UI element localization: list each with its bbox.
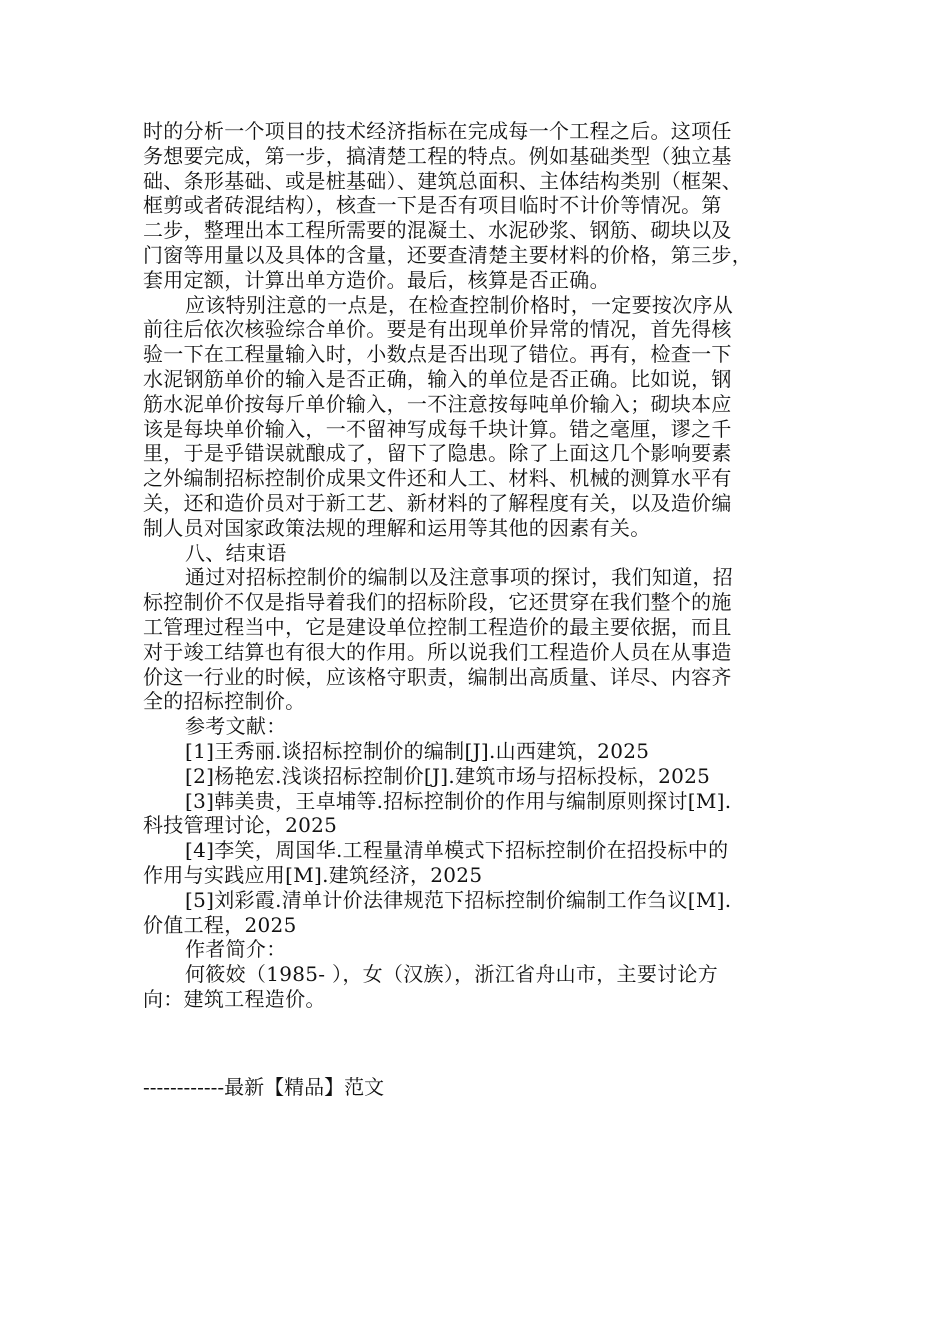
- document-body: [143, 119, 805, 1012]
- reference-item: [5]刘彩霞.清单计价法律规范下招标控制价编制工作刍议[M].: [185, 887, 732, 912]
- reference-item-continuation: 作用与实践应用[M].建筑经济，2025: [143, 862, 483, 887]
- text-line: 全的招标控制价。: [143, 689, 306, 714]
- author-heading: 作者简介：: [185, 937, 287, 962]
- reference-item: [2]杨艳宏.浅谈招标控制价[J].建筑市场与招标投标，2025: [185, 763, 711, 788]
- text-line: 里，于是乎错误就酿成了，留下了隐患。除了上面这几个影响要素: [143, 441, 732, 466]
- text-line: 对于竣工结算也有很大的作用。所以说我们工程造价人员在从事造: [143, 639, 732, 664]
- text-line: 制人员对国家政策法规的理解和运用等其他的因素有关。: [143, 515, 651, 540]
- text-line: 工管理过程当中，它是建设单位控制工程造价的最主要依据，而且: [143, 614, 732, 639]
- paragraph-conclusion: [143, 565, 805, 714]
- text-line: 础、条形基础、或是桩基础）、建筑总面积、主体结构类别（框架、: [143, 168, 742, 193]
- reference-item: [3]韩美贵，王卓埔等.招标控制价的作用与编制原则探讨[M].: [185, 788, 732, 813]
- text-line: 验一下在工程量输入时，小数点是否出现了错位。再有，检查一下: [143, 342, 732, 367]
- text-line: 前往后依次核验综合单价。要是有出现单价异常的情况，首先得核: [143, 317, 732, 342]
- text-line: 应该特别注意的一点是，在检查控制价格时，一定要按次序从: [185, 292, 734, 317]
- author-bio: [143, 962, 805, 1012]
- text-line: 二步，整理出本工程所需要的混凝土、水泥砂浆、钢筋、砌块以及: [143, 218, 732, 243]
- reference-item: [4]李笑，周国华.工程量清单模式下招标控制价在招投标中的: [185, 838, 729, 863]
- page-footer: ------------最新【精品】范文: [143, 1075, 385, 1099]
- reference-item: [1]王秀丽.谈招标控制价的编制[J].山西建筑，2025: [185, 738, 650, 763]
- text-line: 何筱姣（1985- ），女（汉族），浙江省舟山市，主要讨论方: [185, 962, 719, 987]
- text-line: 筋水泥单价按每斤单价输入，一不注意按每吨单价输入；砌块本应: [143, 391, 732, 416]
- text-line: 之外编制招标控制价成果文件还和人工、材料、机械的测算水平有: [143, 466, 732, 491]
- text-line: 套用定额，计算出单方造价。最后，核算是否正确。: [143, 267, 610, 292]
- section-heading-conclusion: 八、结束语: [185, 540, 287, 565]
- text-line: 价这一行业的时候，应该格守职责，编制出高质量、详尽、内容齐: [143, 664, 732, 689]
- text-line: 标控制价不仅是指导着我们的招标阶段，它还贯穿在我们整个的施: [143, 590, 732, 615]
- paragraph-analysis: [143, 119, 805, 293]
- text-line: 时的分析一个项目的技术经济指标在完成每一个工程之后。这项任: [143, 119, 732, 143]
- reference-item-continuation: 科技管理讨论，2025: [143, 813, 338, 838]
- paragraph-attention: [143, 293, 805, 541]
- text-line: 向：建筑工程造价。: [143, 986, 326, 1011]
- references-heading: 参考文献：: [185, 714, 287, 739]
- text-line: 水泥钢筋单价的输入是否正确，输入的单位是否正确。比如说，钢: [143, 366, 732, 391]
- text-line: 务想要完成，第一步，搞清楚工程的特点。例如基础类型（独立基: [143, 143, 732, 168]
- reference-list: [143, 739, 805, 937]
- text-line: 框剪或者砖混结构），核查一下是否有项目临时不计价等情况。第: [143, 193, 722, 218]
- text-line: 门窗等用量以及具体的含量，还要查清楚主要材料的价格，第三步，: [143, 242, 752, 267]
- text-line: 通过对招标控制价的编制以及注意事项的探讨，我们知道，招: [185, 565, 734, 590]
- text-line: 该是每块单价输入，一不留神写成每千块计算。错之毫厘，谬之千: [143, 416, 732, 441]
- text-line: 关，还和造价员对于新工艺、新材料的了解程度有关，以及造价编: [143, 490, 732, 515]
- reference-item-continuation: 价值工程，2025: [143, 912, 297, 937]
